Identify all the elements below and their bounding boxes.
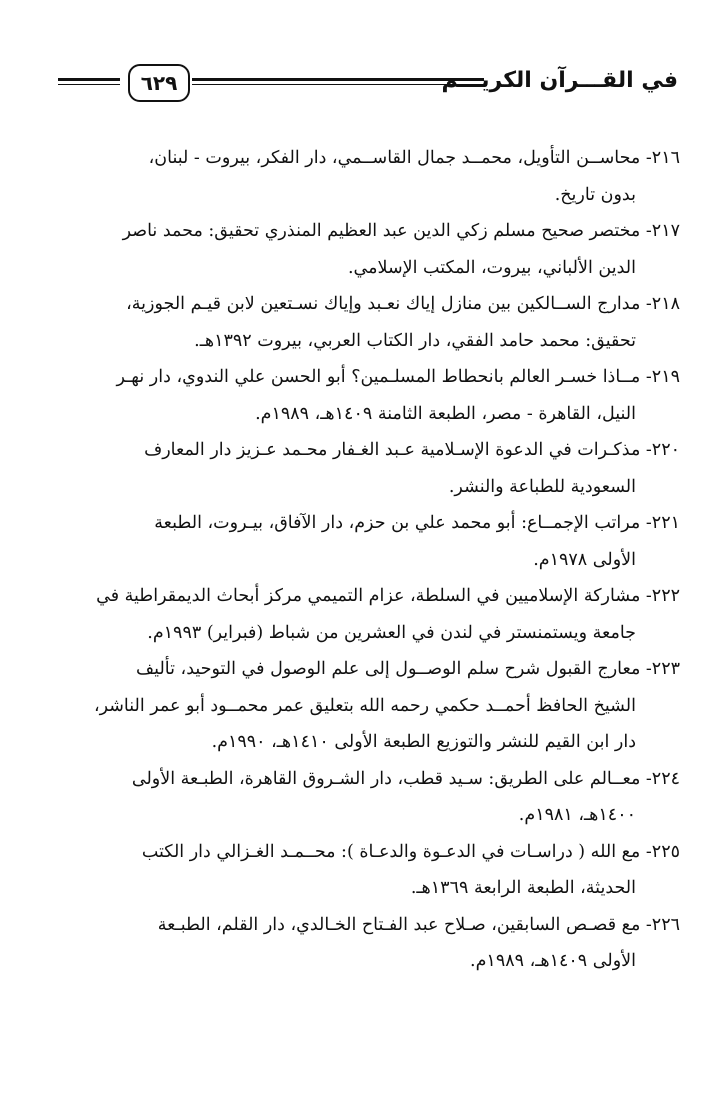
entry-line: الأولى ١٤٠٩هـ، ١٩٨٩م. [470, 951, 636, 971]
header-rule-middle [192, 78, 484, 81]
entry-line: الأولى ١٩٧٨م. [533, 549, 636, 570]
entry-line: تحقيق: محمد حامد الفقي، دار الكتاب العربي، بيروت ١٣٩٢هـ. [194, 330, 636, 351]
bibliography-entry [58, 505, 680, 578]
entry-line: الشيخ الحافظ أحمــد حكمي رحمه الله بتعليق عمر محمــود أبو عمر الناشر، [93, 695, 636, 716]
bibliography-entry [58, 578, 680, 651]
entry-line: ٢١٦- محاســن التأويل، محمــد جمال القاســمي، دار الفكر، بيروت - لبنان، [148, 148, 680, 168]
header-rule-left [58, 78, 120, 81]
bibliography-entry [58, 651, 680, 761]
entry-line: ٢١٩- مــاذا خسـر العالم بانحطاط المسلـمين؟ أبو الحسن علي الندوي، دار نهـر [116, 367, 680, 387]
entry-line: جامعة ويستمنستر في لندن في العشرين من شباط (فبراير) ١٩٩٣م. [147, 622, 636, 643]
bibliography-entry [58, 213, 680, 286]
entry-line: الدين الألباني، بيروت، المكتب الإسلامي. [347, 257, 636, 278]
entry-line: السعودية للطباعة والنشر. [448, 476, 636, 497]
entry-line: ١٤٠٠هـ، ١٩٨١م. [518, 805, 636, 825]
entry-line: ٢٢٦- مع قصـص السابقين، صـلاح عبد الفـتاح الخـالدي، دار القلم، الطبـعة [157, 914, 680, 935]
bibliography-entry [58, 140, 680, 213]
entry-line: دار ابن القيم للنشر والتوزيع الطبعة الأولى ١٤١٠هـ، ١٩٩٠م. [211, 732, 636, 752]
bibliography-list [58, 140, 680, 980]
entry-line: ٢١٧- مختصر صحيح مسلم زكي الدين عبد العظيم المنذري تحقيق: محمد ناصر [122, 221, 680, 241]
bibliography-entry [58, 359, 680, 432]
bibliography-entry [58, 432, 680, 505]
entry-line: ٢٢٣- معارج القبول شرح سلم الوصــول إلى علم الوصول في التوحيد، تأليف [136, 659, 680, 679]
entry-line: ٢٢٤- معــالم على الطريق: سـيد قطب، دار الشـروق القاهرة، الطبـعة الأولى [131, 768, 680, 789]
entry-line: ٢٢١- مراتب الإجمــاع: أبو محمد علي بن حزم، دار الآفاق، بيـروت، الطبعة [154, 513, 680, 533]
entry-line: النيل، القاهرة - مصر، الطبعة الثامنة ١٤٠٩هـ، ١٩٨٩م. [255, 403, 636, 424]
entry-line: الحديثة، الطبعة الرابعة ١٣٦٩هـ. [410, 878, 636, 898]
bibliography-entry [58, 286, 680, 359]
entry-line: ٢٢٥- مع الله ( دراسـات في الدعـوة والدعـاة ): محــمـد الغـزالي دار الكتب [141, 841, 680, 862]
bibliography-entry [58, 761, 680, 834]
bibliography-entry [58, 834, 680, 907]
entry-line: ٢١٨- مدارج الســالكين بين منازل إياك نعـبد وإياك نسـتعين لابن قيـم الجوزية، [126, 294, 680, 314]
bibliography-entry [58, 907, 680, 980]
entry-line: ٢٢٠- مذكـرات في الدعوة الإسـلامية عـبد الغـفار محـمد عـزيز دار المعارف [144, 440, 680, 460]
page-number: ٦٢٩ [128, 64, 190, 102]
entry-line: بدون تاريخ. [554, 184, 636, 205]
header-title: في القـــرآن الكريـــم [441, 68, 678, 93]
running-header [58, 62, 678, 108]
entry-line: ٢٢٢- مشاركة الإسلاميين في السلطة، عزام التميمي مركز أبحاث الديمقراطية في [96, 586, 680, 606]
